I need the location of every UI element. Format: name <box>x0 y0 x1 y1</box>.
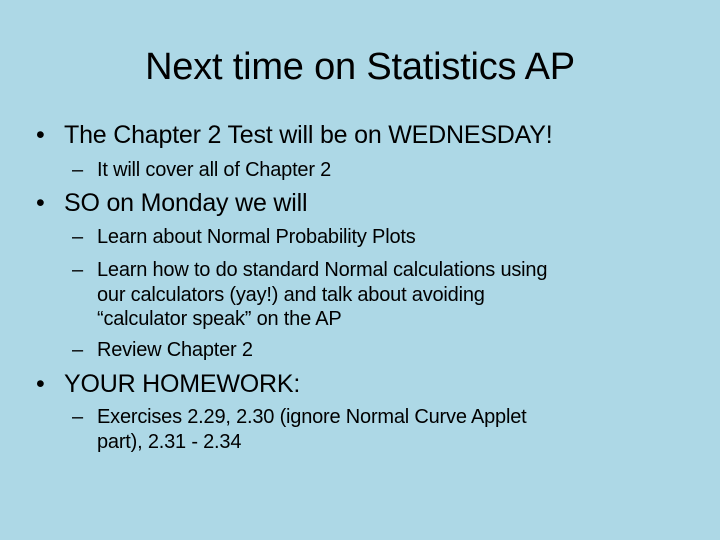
sub-item-text: Review Chapter 2 <box>97 339 253 361</box>
sub-item-text: our calculators (yay!) and talk about avoiding <box>97 284 485 306</box>
sub-item-text: Learn how to do standard Normal calculations using <box>97 259 548 281</box>
bullet-text: SO on Monday we will <box>64 189 308 217</box>
dash-icon: – <box>72 159 83 181</box>
sub-item-text: part), 2.31 - 2.34 <box>97 431 242 453</box>
sub-item <box>72 404 672 454</box>
dash-icon: – <box>72 406 83 428</box>
slide-title: Next time on Statistics AP <box>145 46 575 88</box>
sub-item-text: Exercises 2.29, 2.30 (ignore Normal Curve Applet <box>97 406 527 428</box>
sub-item <box>72 337 672 363</box>
sub-item-text: Learn about Normal Probability Plots <box>97 226 416 248</box>
bullet-icon: • <box>36 121 45 149</box>
sub-item <box>72 157 672 183</box>
bullet-icon: • <box>36 189 45 217</box>
bullet-icon: • <box>36 370 45 398</box>
bullet-item <box>36 120 676 150</box>
dash-icon: – <box>72 226 83 248</box>
bullet-item <box>36 188 676 218</box>
dash-icon: – <box>72 259 83 281</box>
bullet-text: YOUR HOMEWORK: <box>64 370 301 398</box>
sub-item <box>72 224 672 250</box>
sub-item <box>72 257 672 331</box>
sub-item-text: It will cover all of Chapter 2 <box>97 159 332 181</box>
dash-icon: – <box>72 339 83 361</box>
sub-item-text: “calculator speak” on the AP <box>97 308 342 330</box>
bullet-text: The Chapter 2 Test will be on WEDNESDAY! <box>64 121 553 149</box>
bullet-item <box>36 369 676 399</box>
